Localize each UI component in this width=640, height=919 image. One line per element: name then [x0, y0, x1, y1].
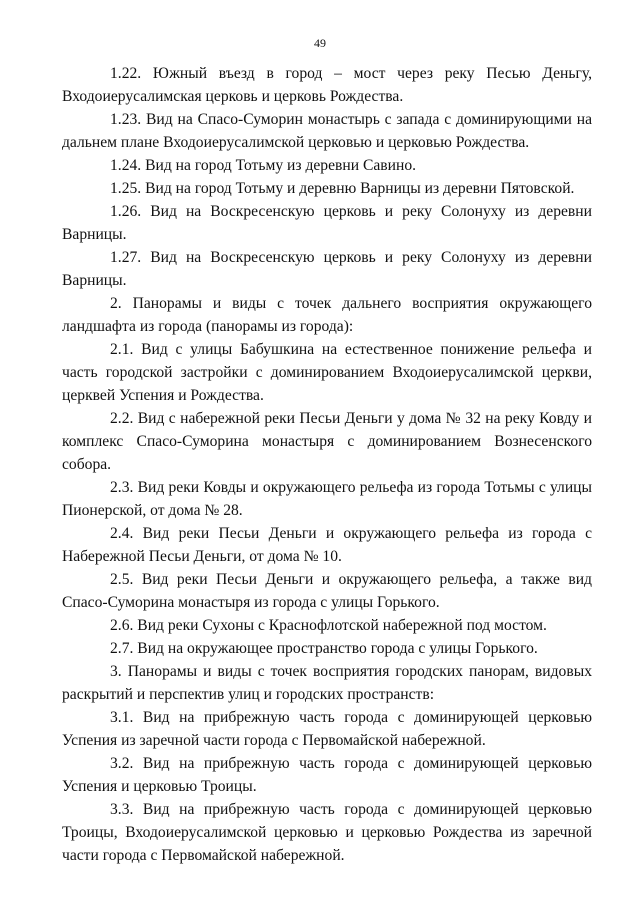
paragraph-3-3 — [62, 798, 592, 867]
item-text: Вид на окружающее пространство города с улицы Горького. — [137, 640, 538, 657]
item-text: Вид с набережной реки Песьи Деньги у дома № 32 на реку Ковду и комплекс Спасо-Суморина монастыря с доминированием Вознесенского собора. — [62, 410, 593, 473]
item-text: Вид реки Песьи Деньги и окружающего рельефа, а также вид Спасо-Суморина монастыря из города с улицы Горького. — [62, 571, 592, 611]
item-number: 3.1. — [110, 709, 134, 726]
item-number: 3.2. — [110, 755, 134, 772]
section-2-heading — [62, 292, 592, 338]
item-number: 1.27. — [110, 249, 142, 266]
item-number: 1.22. — [110, 65, 142, 82]
item-text: Вид с улицы Бабушкина на естественное понижение рельефа и часть городской застройки с доминированием Входоиерусалимской церкви, церквей Успения и Рождества. — [62, 341, 592, 404]
item-text: Панорамы и виды с точек дальнего восприятия окружающего ландшафта из города (панорамы из города): — [62, 295, 592, 335]
item-number: 2. — [110, 295, 122, 312]
paragraph-3-1 — [62, 706, 592, 752]
paragraph-2-5 — [62, 568, 592, 614]
document-body — [62, 62, 592, 867]
paragraph-2-1 — [62, 338, 592, 407]
paragraph-1-23 — [62, 108, 592, 154]
item-text: Вид на Воскресенскую церковь и реку Солонуху из деревни Варницы. — [62, 203, 592, 243]
paragraph-2-6 — [62, 614, 592, 637]
item-number: 3. — [110, 663, 122, 680]
paragraph-1-27 — [62, 246, 592, 292]
paragraph-1-24 — [62, 154, 592, 177]
item-text: Вид на прибрежную часть города с доминирующей церковью Успения из заречной части города с Первомайской набережной. — [62, 709, 592, 749]
item-text: Вид реки Песьи Деньги и окружающего рельефа из города с Набережной Песьи Деньги, от дома № 10. — [62, 525, 592, 565]
item-number: 3.3. — [110, 801, 134, 818]
paragraph-1-22 — [62, 62, 592, 108]
item-text: Вид на прибрежную часть города с доминирующей церковью Троицы, Входоиерусалимской церковью и церковью Рождества из заречной части города с Первомайской набережной. — [62, 801, 592, 864]
page-number: 49 — [314, 36, 326, 50]
item-number: 2.1. — [110, 341, 134, 358]
item-text: Панорамы и виды с точек восприятия городских панорам, видовых раскрытий и перспектив улиц и городских пространств: — [62, 663, 592, 703]
item-number: 2.3. — [110, 479, 134, 496]
item-number: 2.2. — [110, 410, 134, 427]
item-number: 2.6. — [110, 617, 134, 634]
item-number: 1.26. — [110, 203, 142, 220]
item-text: Вид на город Тотьму и деревню Варницы из деревни Пятовской. — [145, 180, 575, 197]
section-3-heading — [62, 660, 592, 706]
paragraph-1-25 — [62, 177, 592, 200]
item-text: Вид на прибрежную часть города с доминирующей церковью Успения и церковью Троицы. — [62, 755, 592, 795]
item-text: Вид на Воскресенскую церковь и реку Солонуху из деревни Варницы. — [62, 249, 592, 289]
item-number: 2.7. — [110, 640, 134, 657]
paragraph-2-4 — [62, 522, 592, 568]
item-text: Южный въезд в город – мост через реку Песью Деньгу, Входоиерусалимская церковь и церковь Рождества. — [62, 65, 592, 105]
item-number: 1.24. — [110, 157, 142, 174]
paragraph-2-7 — [62, 637, 592, 660]
item-text: Вид реки Ковды и окружающего рельефа из города Тотьмы с улицы Пионерской, от дома № 28. — [62, 479, 593, 519]
paragraph-2-3 — [62, 476, 592, 522]
item-number: 2.4. — [110, 525, 134, 542]
item-text: Вид на Спасо-Суморин монастырь с запада с доминирующими на дальнем плане Входоиерусалимской церковью и церковью Рождества. — [62, 111, 592, 151]
item-text: Вид на город Тотьму из деревни Савино. — [145, 157, 417, 174]
item-text: Вид реки Сухоны с Краснофлотской набережной под мостом. — [137, 617, 547, 634]
paragraph-3-2 — [62, 752, 592, 798]
item-number: 1.25. — [110, 180, 142, 197]
paragraph-1-26 — [62, 200, 592, 246]
item-number: 1.23. — [110, 111, 142, 128]
item-number: 2.5. — [110, 571, 134, 588]
paragraph-2-2 — [62, 407, 592, 476]
